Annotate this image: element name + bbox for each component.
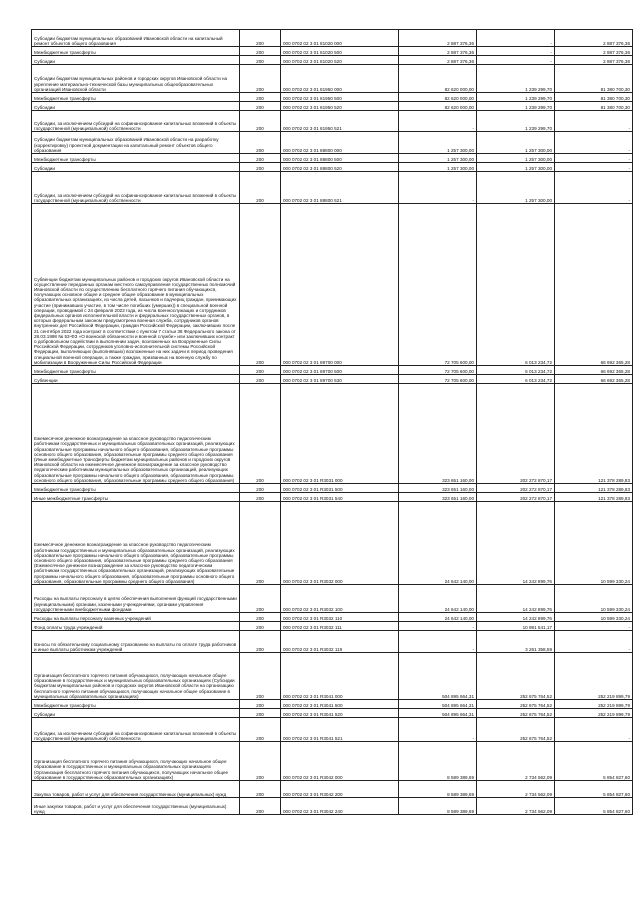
row-executed-cell: 2 734 562,09 xyxy=(477,798,555,815)
row-code-cell: 200 xyxy=(240,493,281,502)
table-row xyxy=(32,204,633,366)
row-executed-cell: 6 013 234,72 xyxy=(477,204,555,366)
row-executed-cell: 14 242 899,76 xyxy=(477,502,555,585)
row-unexecuted-cell: - xyxy=(555,172,633,204)
table-row xyxy=(32,502,633,585)
row-classification-cell: 000 0702 02 3 01 R3032 119 xyxy=(281,631,399,653)
table-row xyxy=(32,154,633,163)
row-name-cell: Иные межбюджетные трансферты xyxy=(32,493,240,502)
row-code-cell: 200 xyxy=(240,700,281,709)
table-row xyxy=(32,366,633,375)
row-name-cell: Субсидии, за исключением субсидий на софинансирование капитальных вложений в объекты государственной (муниципальной) собственности xyxy=(32,172,240,204)
row-name-cell: Субвенции бюджетам муниципальных районов и городских округов Ивановской области на осуществление переданных органам местного самоуправления государственных полномочий Ивановской области по осуществлению бесплатного горячего питания обучающихся, получающих основное общее и среднее общее образование в муниципальных образовательных организациях, из числа детей, пасынков и падчериц граждан, принимающих участие (принимавших участие, в том числе погибших (умерших)) в специальной военной операции, проводимой с 24 февраля 2022 года, из числа военнослужащих и сотрудников федеральных органов исполнительной власти и федеральных государственных органов, в которых федеральным законом предусмотрена военная служба, сотрудников органов внутренних дел Российской Федерации, граждан Российской Федерации, заключивших после 21 сентября 2022 года контракт в соответствии с пунктом 7 статьи 38 Федерального закона от 28.03.1998 № 53-ФЗ «О воинской обязанности и военной службе» или заключивших контракт о добровольном содействии в выполнении задач, возложенных на Вооруженные Силы Российской Федерации, сотрудников уголовно-исполнительной системы Российской Федерации, выполняющих (выполнявших) возложенные на них задачи в период проведения специальной военной операции, а также граждан, призванных на военную службу по мобилизации в Вооруженные Силы Российской Федерации xyxy=(32,204,240,366)
table-row xyxy=(32,111,633,132)
table-row xyxy=(32,709,633,718)
row-unexecuted-cell: 2 887 376,36 xyxy=(555,30,633,47)
row-classification-cell: 000 0702 02 3 01 81020 520 xyxy=(281,56,399,65)
row-executed-cell: 1 257 300,00 xyxy=(477,132,555,154)
row-planned-cell: 24 642 140,00 xyxy=(399,502,477,585)
row-executed-cell: - xyxy=(477,56,555,65)
row-planned-cell: 24 642 140,00 xyxy=(399,585,477,613)
row-code-cell: 200 xyxy=(240,484,281,493)
row-unexecuted-cell: - xyxy=(555,718,633,742)
row-classification-cell: 000 0702 02 3 01 R3032 000 xyxy=(281,502,399,585)
row-classification-cell: 000 0702 02 3 01 R3031 540 xyxy=(281,493,399,502)
row-executed-cell: 202 272 870,17 xyxy=(477,384,555,484)
row-code-cell: 200 xyxy=(240,163,281,172)
row-unexecuted-cell: 81 380 700,30 xyxy=(555,102,633,111)
row-code-cell: 200 xyxy=(240,366,281,375)
row-classification-cell: 000 0702 02 3 01 R3041 521 xyxy=(281,718,399,742)
table-row xyxy=(32,384,633,484)
row-name-cell: Субсидии xyxy=(32,163,240,172)
row-planned-cell: 24 642 140,00 xyxy=(399,613,477,622)
row-code-cell: 200 xyxy=(240,613,281,622)
table-row xyxy=(32,172,633,204)
row-classification-cell: 000 0702 02 3 01 89700 000 xyxy=(281,204,399,366)
row-classification-cell: 000 0702 02 3 01 89700 500 xyxy=(281,366,399,375)
row-unexecuted-cell: 5 854 827,60 xyxy=(555,742,633,781)
row-planned-cell: 8 589 389,69 xyxy=(399,781,477,798)
row-classification-cell: 000 0702 02 3 01 81020 500 xyxy=(281,47,399,56)
row-unexecuted-cell: 5 854 827,60 xyxy=(555,798,633,815)
row-name-cell: Иные закупки товаров, работ и услуг для обеспечения государственных (муниципальных) нужд xyxy=(32,798,240,815)
row-name-cell: Межбюджетные трансферты xyxy=(32,154,240,163)
row-name-cell: Субсидии xyxy=(32,709,240,718)
budget-table-body xyxy=(32,30,633,815)
table-row xyxy=(32,47,633,56)
row-unexecuted-cell: 10 599 330,24 xyxy=(555,502,633,585)
row-code-cell: 200 xyxy=(240,204,281,366)
row-planned-cell: 82 620 000,00 xyxy=(399,93,477,102)
row-planned-cell: - xyxy=(399,172,477,204)
row-executed-cell: 202 272 870,17 xyxy=(477,484,555,493)
row-classification-cell: 000 0702 02 3 01 88800 520 xyxy=(281,163,399,172)
row-code-cell: 200 xyxy=(240,631,281,653)
row-name-cell: Организация бесплатного горячего питания обучающихся, получающих начальное общее образование в государственных и муниципальных образовательных организациях (Организация бесплатного горячего питания обучающихся, получающих начальное общее образование в государственных образовательных организациях) xyxy=(32,742,240,781)
row-code-cell: 200 xyxy=(240,653,281,700)
row-classification-cell: 000 0702 02 3 01 81020 000 xyxy=(281,30,399,47)
table-row xyxy=(32,484,633,493)
row-planned-cell: - xyxy=(399,718,477,742)
row-planned-cell: 72 705 600,00 xyxy=(399,204,477,366)
row-executed-cell: 3 261 358,59 xyxy=(477,631,555,653)
table-row xyxy=(32,631,633,653)
table-row xyxy=(32,30,633,47)
row-executed-cell: 2 734 562,09 xyxy=(477,781,555,798)
row-name-cell: Межбюджетные трансферты xyxy=(32,484,240,493)
row-unexecuted-cell: 121 378 289,83 xyxy=(555,484,633,493)
row-name-cell: Субсидии бюджетам муниципальных образований Ивановской области на капитальный ремонт объектов общего образования xyxy=(32,30,240,47)
row-executed-cell: 1 239 299,70 xyxy=(477,65,555,93)
row-classification-cell: 000 0702 02 3 01 88800 521 xyxy=(281,172,399,204)
row-code-cell: 200 xyxy=(240,798,281,815)
row-executed-cell: 1 239 299,70 xyxy=(477,102,555,111)
row-unexecuted-cell: - xyxy=(555,622,633,631)
row-planned-cell: 8 589 389,69 xyxy=(399,742,477,781)
table-row xyxy=(32,132,633,154)
row-planned-cell: 2 887 376,36 xyxy=(399,56,477,65)
row-classification-cell: 000 0702 02 3 01 R3031 500 xyxy=(281,484,399,493)
row-planned-cell: 323 651 160,00 xyxy=(399,384,477,484)
row-classification-cell: 000 0702 02 3 01 R3032 110 xyxy=(281,613,399,622)
row-executed-cell: 14 242 899,76 xyxy=(477,585,555,613)
row-name-cell: Межбюджетные трансферты xyxy=(32,47,240,56)
row-unexecuted-cell: - xyxy=(555,163,633,172)
table-row xyxy=(32,742,633,781)
row-code-cell: 200 xyxy=(240,718,281,742)
row-unexecuted-cell: 5 854 827,60 xyxy=(555,781,633,798)
row-executed-cell: - xyxy=(477,47,555,56)
row-classification-cell: 000 0702 02 3 01 R3041 500 xyxy=(281,700,399,709)
row-name-cell: Фонд оплаты труда учреждений xyxy=(32,622,240,631)
row-executed-cell: 6 013 234,72 xyxy=(477,375,555,384)
row-code-cell: 200 xyxy=(240,102,281,111)
row-classification-cell: 000 0702 02 3 01 89700 530 xyxy=(281,375,399,384)
table-row xyxy=(32,781,633,798)
row-code-cell: 200 xyxy=(240,65,281,93)
table-row xyxy=(32,718,633,742)
row-planned-cell: 504 895 664,31 xyxy=(399,653,477,700)
row-unexecuted-cell: 252 219 899,79 xyxy=(555,653,633,700)
row-executed-cell: 252 675 764,52 xyxy=(477,709,555,718)
row-code-cell: 200 xyxy=(240,111,281,132)
row-code-cell: 200 xyxy=(240,172,281,204)
row-name-cell: Субсидии бюджетам муниципальных районов и городских округов Ивановской области на укрепление материально-технической базы муниципальных общеобразовательных организаций Ивановской области xyxy=(32,65,240,93)
row-code-cell: 200 xyxy=(240,502,281,585)
row-classification-cell: 000 0702 02 3 01 R3032 111 xyxy=(281,622,399,631)
row-executed-cell: 6 013 234,72 xyxy=(477,366,555,375)
row-planned-cell: 504 895 664,31 xyxy=(399,709,477,718)
row-code-cell: 200 xyxy=(240,93,281,102)
row-planned-cell: 8 589 389,69 xyxy=(399,798,477,815)
row-code-cell: 200 xyxy=(240,585,281,613)
table-row xyxy=(32,613,633,622)
row-unexecuted-cell: 121 378 289,83 xyxy=(555,384,633,484)
row-classification-cell: 000 0702 02 3 01 81950 521 xyxy=(281,111,399,132)
row-name-cell: Межбюджетные трансферты xyxy=(32,93,240,102)
row-classification-cell: 000 0702 02 3 01 81950 000 xyxy=(281,65,399,93)
row-code-cell: 200 xyxy=(240,30,281,47)
row-executed-cell: 2 734 562,09 xyxy=(477,742,555,781)
row-code-cell: 200 xyxy=(240,709,281,718)
row-executed-cell: 1 257 300,00 xyxy=(477,154,555,163)
row-executed-cell: 1 239 299,70 xyxy=(477,111,555,132)
row-unexecuted-cell: 66 692 365,28 xyxy=(555,366,633,375)
row-planned-cell: 82 620 000,00 xyxy=(399,65,477,93)
row-executed-cell: 1 257 300,00 xyxy=(477,163,555,172)
row-code-cell: 200 xyxy=(240,781,281,798)
row-planned-cell: - xyxy=(399,631,477,653)
table-row xyxy=(32,163,633,172)
row-classification-cell: 000 0702 02 3 01 88800 000 xyxy=(281,132,399,154)
row-name-cell: Субсидии, за исключением субсидий на софинансирование капитальных вложений в объекты государственной (муниципальной) собственности xyxy=(32,111,240,132)
row-executed-cell: 1 239 299,70 xyxy=(477,93,555,102)
row-executed-cell: 252 675 764,52 xyxy=(477,653,555,700)
row-planned-cell: 2 887 376,36 xyxy=(399,30,477,47)
row-unexecuted-cell: 66 692 365,28 xyxy=(555,204,633,366)
row-executed-cell: 202 272 870,17 xyxy=(477,493,555,502)
row-unexecuted-cell: 10 599 330,24 xyxy=(555,613,633,622)
table-row xyxy=(32,65,633,93)
row-code-cell: 200 xyxy=(240,56,281,65)
row-unexecuted-cell: - xyxy=(555,631,633,653)
row-unexecuted-cell: - xyxy=(555,154,633,163)
row-classification-cell: 000 0702 02 3 01 R3042 200 xyxy=(281,781,399,798)
row-name-cell: Субвенции xyxy=(32,375,240,384)
table-row xyxy=(32,798,633,815)
row-planned-cell: - xyxy=(399,111,477,132)
row-executed-cell: 1 257 300,00 xyxy=(477,172,555,204)
row-unexecuted-cell: 2 887 376,36 xyxy=(555,56,633,65)
row-classification-cell: 000 0702 02 3 01 R3041 520 xyxy=(281,709,399,718)
row-code-cell: 200 xyxy=(240,742,281,781)
row-planned-cell: 82 620 000,00 xyxy=(399,102,477,111)
row-executed-cell: 14 242 899,76 xyxy=(477,613,555,622)
row-unexecuted-cell: 81 380 700,30 xyxy=(555,65,633,93)
row-classification-cell: 000 0702 02 3 01 81950 500 xyxy=(281,93,399,102)
row-code-cell: 200 xyxy=(240,132,281,154)
row-code-cell: 200 xyxy=(240,622,281,631)
row-unexecuted-cell: 252 219 899,79 xyxy=(555,709,633,718)
row-name-cell: Ежемесячное денежное вознаграждение за классное руководство педагогическим работникам государственных и муниципальных образовательных организаций, реализующих образовательные программы начального общего образования, образовательные программы основного общего образования, образовательные программы среднего общего образования (Иные межбюджетные трансферты бюджетам муниципальных районов и городских округов Ивановской области на ежемесячное денежное вознаграждение за классное руководство педагогическим работникам муниципальных образовательных организаций, реализующих образовательные программы начального общего образования, образовательные программы основного общего образования, образовательные программы среднего общего образования) xyxy=(32,384,240,484)
table-row xyxy=(32,622,633,631)
row-planned-cell: 504 895 664,31 xyxy=(399,700,477,709)
row-unexecuted-cell: - xyxy=(555,132,633,154)
row-executed-cell: 10 981 541,17 xyxy=(477,622,555,631)
row-executed-cell: 252 675 764,52 xyxy=(477,700,555,709)
row-unexecuted-cell: 121 378 289,83 xyxy=(555,493,633,502)
row-code-cell: 200 xyxy=(240,154,281,163)
row-planned-cell: 72 705 600,00 xyxy=(399,375,477,384)
row-classification-cell: 000 0702 02 3 01 R3042 000 xyxy=(281,742,399,781)
row-classification-cell: 000 0702 02 3 01 R3032 100 xyxy=(281,585,399,613)
row-planned-cell: 323 651 160,00 xyxy=(399,493,477,502)
table-row xyxy=(32,56,633,65)
table-row xyxy=(32,585,633,613)
row-planned-cell: 2 887 376,36 xyxy=(399,47,477,56)
row-name-cell: Ежемесячное денежное вознаграждение за классное руководство педагогическим работникам государственных и муниципальных образовательных организаций, реализующих образовательные программы начального общего образования, образовательные программы основного общего образования, образовательные программы среднего общего образования (Ежемесячное денежное вознаграждение за классное руководство педагогическим работникам государственных образовательных организаций, реализующих образовательные программы начального общего образования, образовательные программы основного общего образования, образовательные программы среднего общего образования) xyxy=(32,502,240,585)
row-classification-cell: 000 0702 02 3 01 R3031 000 xyxy=(281,384,399,484)
row-name-cell: Субсидии бюджетам муниципальных образований Ивановской области на разработку (корректировку) проектной документации на капитальный ремонт объектов общего образования xyxy=(32,132,240,154)
row-name-cell: Закупка товаров, работ и услуг для обеспечения государственных (муниципальных) нужд xyxy=(32,781,240,798)
budget-execution-table xyxy=(31,29,633,815)
row-planned-cell: 72 705 600,00 xyxy=(399,366,477,375)
row-planned-cell: 1 257 300,00 xyxy=(399,132,477,154)
row-unexecuted-cell: 252 219 899,79 xyxy=(555,700,633,709)
row-name-cell: Субсидии xyxy=(32,102,240,111)
row-planned-cell: 1 257 300,00 xyxy=(399,163,477,172)
row-executed-cell: 252 675 764,52 xyxy=(477,718,555,742)
row-name-cell: Организация бесплатного горячего питания обучающихся, получающих начальное общее образование в государственных и муниципальных образовательных организациях (Субсидии бюджетам муниципальных районов и городских округов Ивановской области на организацию бесплатного горячего питания обучающихся, получающих начальное общее образование в муниципальных образовательных организациях) xyxy=(32,653,240,700)
row-code-cell: 200 xyxy=(240,47,281,56)
row-unexecuted-cell: 10 599 330,24 xyxy=(555,585,633,613)
row-planned-cell: 323 651 160,00 xyxy=(399,484,477,493)
table-row xyxy=(32,493,633,502)
row-code-cell: 200 xyxy=(240,384,281,484)
row-name-cell: Межбюджетные трансферты xyxy=(32,700,240,709)
row-name-cell: Расходы на выплаты персоналу казенных учреждений xyxy=(32,613,240,622)
row-name-cell: Взносы по обязательному социальному страхованию на выплаты по оплате труда работников и иные выплаты работникам учреждений xyxy=(32,631,240,653)
row-unexecuted-cell: - xyxy=(555,111,633,132)
table-row xyxy=(32,375,633,384)
row-classification-cell: 000 0702 02 3 01 81950 520 xyxy=(281,102,399,111)
row-classification-cell: 000 0702 02 3 01 88800 500 xyxy=(281,154,399,163)
table-row xyxy=(32,700,633,709)
row-unexecuted-cell: 66 692 365,28 xyxy=(555,375,633,384)
row-planned-cell: 1 257 300,00 xyxy=(399,154,477,163)
row-planned-cell: - xyxy=(399,622,477,631)
row-name-cell: Субсидии xyxy=(32,56,240,65)
table-row xyxy=(32,93,633,102)
row-name-cell: Субсидии, за исключением субсидий на софинансирование капитальных вложений в объекты государственной (муниципальной) собственности xyxy=(32,718,240,742)
table-row xyxy=(32,102,633,111)
row-name-cell: Межбюджетные трансферты xyxy=(32,366,240,375)
row-executed-cell: - xyxy=(477,30,555,47)
row-unexecuted-cell: 81 380 700,30 xyxy=(555,93,633,102)
row-code-cell: 200 xyxy=(240,375,281,384)
row-classification-cell: 000 0702 02 3 01 R3041 000 xyxy=(281,653,399,700)
row-unexecuted-cell: 2 887 376,36 xyxy=(555,47,633,56)
row-classification-cell: 000 0702 02 3 01 R3042 240 xyxy=(281,798,399,815)
row-name-cell: Расходы на выплаты персоналу в целях обеспечения выполнения функций государственными (муниципальными) органами, казенными учреждениями, органами управления государственными внебюджетными фондами xyxy=(32,585,240,613)
table-row xyxy=(32,653,633,700)
